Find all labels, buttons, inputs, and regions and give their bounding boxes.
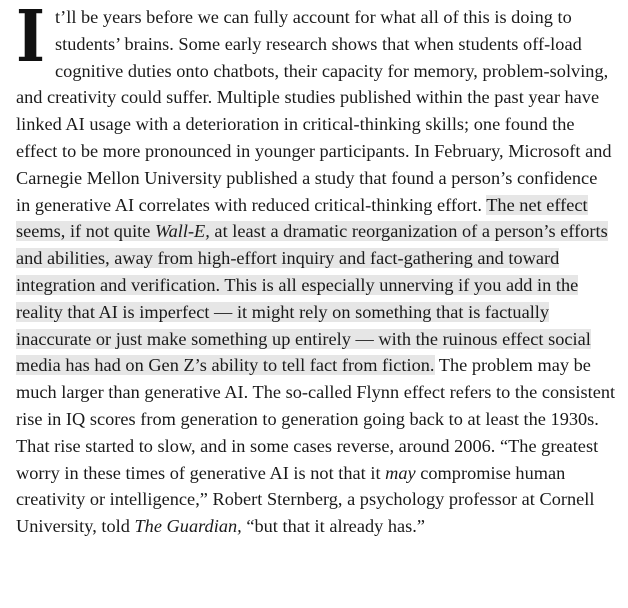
paragraph-text-quote: compromise human creativity or intelligence,” Robert Sternberg, a psychology professor at Cornell University, told — [16, 462, 595, 537]
paragraph-text: t’ll be years before we can fully account for what all of this is doing to students’ brains. Some early research shows that when students off-load cognitive duties onto chatbots, their capacity for memory, problem-solving, and creativity could suffer. Multiple studies published within the past year have linked AI usage with a deterioration in critical-thinking skills; one found the effect to be more pronounced in younger participants. In February, Microsoft and Carnegie Mellon University published a study that found a person’s confidence in generative AI correlates with reduced critical-thinking effort. — [16, 7, 612, 215]
emphasis-may: may — [385, 462, 416, 483]
highlight-text-start: The net effect seems, if not quite — [16, 194, 588, 242]
drop-cap: I — [16, 0, 46, 79]
publication-title-guardian: The Guardian, — [134, 516, 242, 537]
article-body — [16, 0, 616, 540]
paragraph-text-end: “but that it already has.” — [241, 516, 426, 537]
film-title-wall-e: Wall-E, — [155, 221, 210, 242]
paragraph-text-continued: The problem may be much larger than generative AI. The so-called Flynn effect refers to the consistent rise in IQ scores from generation to generation going back to at least the 1930s. That rise started to slow, and in some cases reverse, around 2006. “The greatest worry in these times of generative AI is not that it — [16, 355, 616, 483]
highlight-text-end: at least a dramatic reorganization of a person’s efforts and abilities, away from high-effort inquiry and fact-gathering and toward integration and verification. This is all especially unnerving if you add in the reality that AI is imperfect — it might rely on something that is factually inaccurate or just make something up entirely — with the ruinous effect social media has had on Gen Z’s ability to tell fact from fiction. — [16, 221, 608, 376]
highlighted-passage[interactable] — [16, 195, 608, 376]
